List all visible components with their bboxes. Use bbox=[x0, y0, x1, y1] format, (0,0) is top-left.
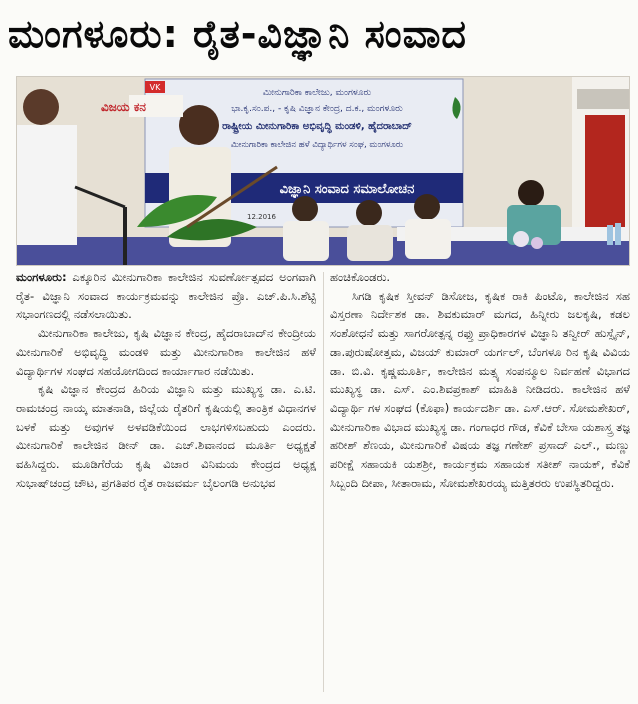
article-paragraph: ಸಿಗಡಿ ಕೃಷಿಕ ಸ್ತೀವನ್ ಡಿಸೋಜ, ಕೃಷಿಕ ರಾಕಿ ಪಿಂಟೊ, ಕಾಲೇಜಿನ ಸಹ ವಿಸ್ತರಣಾ ನಿರ್ದೇಶಕ ಡಾ. ಶಿವಕುಮಾರ್ ಮಗದ, ಹಿನ್ನೀರು ಜಲಕೃಷಿ, ಕಡಲ ಸಂಶೋಧನೆ ಮತ್ತು ಸಾಗರೋತ್ಪನ್ನ ರಫ್ತು ಪ್ರಾಧಿಕಾರಗಳ ವಿಜ್ಞಾನಿ ತನ್ವೀರ್ ಹುಸ್ಸೈನ್, ಡಾ.ಪುರುಷೋತ್ತಮ, ವಿಜಯ್ ಕುಮಾರ್ ಯರ್ಗಲ್, ಬೆಂಗಳೂ ರಿನ ಕೃಷಿ ವಿವಿಯ ಡಾ. ಬಿ.ವಿ. ಕೃಷ್ಣಮೂರ್ತಿ, ಕಾಲೇಜಿನ ಮತ್ಸ್ಯ ಸಂಪನ್ಮೂಲ ನಿರ್ವಹಣೆ ವಿಭಾಗದ ಮುಖ್ಯಸ್ಥ ಡಾ. ಎಸ್. ಎಂ.ಶಿವಪ್ರಕಾಶ್ ಮಾಹಿತಿ ನೀಡಿದರು. ಕಾಲೇಜಿನ ಹಳೆ ವಿದ್ಯಾರ್ಥಿ ಗಳ ಸಂಘದ (ಕೊಫಾ) ಕಾರ್ಯದರ್ಶಿ ಡಾ. ಎಸ್.ಆರ್. ಸೋಮಶೇಖರ್, ಮೀನುಗಾರಿಕಾ ವಿಭಾದ ಮುಖ್ಯಸ್ಥ ಡಾ. ಗಂಗಾಧರ ಗೌಡ, ಕೆವಿಕೆ ಬೇಸಾ ಯಶಾಸ್ತ್ರ ತಜ್ಞ ಹರೀಶ್ ಶೆಣಯ, ಮೀನುಗಾರಿಕೆ ವಿಷಯ ತಜ್ಞ ಗಣೇಶ್ ಪ್ರಸಾದ್ ಎಲ್., ಮಣ್ಣು ಪರೀಕ್ಷೆ ಸಹಾಯಕಿ ಯಶಶ್ರೀ, ಕಾರ್ಯಕ್ರಮ ಸಹಾಯಕ ಸತೀಶ್ ನಾಯಕ್, ಕೆವಿಕೆ ಸಿಬ್ಬಂದಿ ದೀಪಾ, ಸೀತಾರಾಮ, ಸೋಮಶೇಖರಯ್ಯ ಮತ್ತಿತರರು ಉಪಸ್ಥಿತರಿದ್ದರು. bbox=[330, 288, 630, 490]
event-photo bbox=[16, 76, 630, 266]
article-paragraph: ಕೃಷಿ ವಿಜ್ಞಾನ ಕೇಂದ್ರದ ಹಿರಿಯ ವಿಜ್ಞಾನಿ ಮತ್ತು ಮುಖ್ಯಸ್ಥ ಡಾ. ಎ.ಟಿ. ರಾಮಚಂದ್ರ ನಾಯ್ಕ ಮಾತನಾಡಿ, ಜಿಲ್ಲೆಯ ರೈತರಿಗೆ ಕೃಷಿಯಲ್ಲಿ ತಾಂತ್ರಿಕ ವಿಧಾನಗಳ ಬಳಕೆ ಮತ್ತು ಅವುಗಳ ಅಳವಡಿಕೆಯಿಂದ ಲಾಭಗಳಿಸಬಹುದು ಎಂದರು. ಮೀನುಗಾರಿಕೆ ಕಾಲೇಜಿನ ಡೀನ್ ಡಾ. ಎಚ್.ಶಿವಾನಂದ ಮೂರ್ತಿ ಅಧ್ಯಕ್ಷತೆ ವಹಿಸಿದ್ದರು. ಮೂಡಿಗೆರೆಯ ಕೃಷಿ ವಿಚಾರ ವಿನಿಮಯ ಕೇಂದ್ರದ ಅಧ್ಯಕ್ಷ ಸುಭಾಷ್‌ಚಂದ್ರ ಚೌಟ, ಪ್ರಗತಿಪರ ರೈತ ರಾಜವರ್ಮ ಬೈಲಂಗಡಿ ಅನುಭವ bbox=[16, 382, 316, 490]
event-photo-illustration bbox=[17, 77, 629, 265]
banner-date: 12.2016 bbox=[247, 213, 276, 221]
article-column-right bbox=[330, 268, 630, 492]
article-paragraph-text: ಎಕ್ಕೂರಿನ ಮೀನುಗಾರಿಕಾ ಕಾಲೇಜಿನ ಸುವರ್ಣೋತ್ಸವದ ಅಂಗವಾಗಿ ರೈತ- ವಿಜ್ಞಾನಿ ಸಂವಾದ ಕಾರ್ಯಕ್ರಮವನ್ನು ಕಾಲೇಜಿನ ಪ್ರೊ. ಎಚ್.ಪಿ.ಸಿ.ಶೆಟ್ಟಿ ಸಭಾಂಗಣದಲ್ಲಿ ನಡೆಸಲಾಯಿತು. bbox=[16, 270, 316, 322]
headline: ಮಂಗಳೂರು: ರೈತ-ವಿಜ್ಞಾನಿ ಸಂವಾದ bbox=[8, 12, 467, 56]
banner-title: ವಿಜ್ಞಾನಿ ಸಂವಾದ ಸಮಾಲೋಚನ bbox=[279, 182, 415, 197]
column-divider bbox=[323, 272, 324, 692]
article-paragraph: ಹಂಚಿಕೊಂಡರು. bbox=[330, 270, 391, 284]
banner-line-1: ಮೀನುಗಾರಿಕಾ ಕಾಲೇಜು, ಮಂಗಳೂರು bbox=[262, 88, 372, 98]
banner-line-4: ಮೀನುಗಾರಿಕಾ ಕಾಲೇಜಿನ ಹಳೆ ವಿದ್ಯಾರ್ಥಿಗಳ ಸಂಘ, ಮಂಗಳೂರು bbox=[230, 140, 404, 150]
article-paragraph bbox=[16, 268, 316, 324]
dateline: ಮಂಗಳೂರು: bbox=[16, 270, 67, 284]
article-paragraph: ಮೀನುಗಾರಿಕಾ ಕಾಲೇಜು, ಕೃಷಿ ವಿಜ್ಞಾನ ಕೇಂದ್ರ, ಹೈದರಾಬಾದ್‌ನ ಕೇಂದ್ರೀಯ ಮೀನುಗಾರಿಕೆ ಅಭಿವೃದ್ಧಿ ಮಂಡಳಿ ಮತ್ತು ಮೀನುಗಾರಿಕಾ ಕಾಲೇಜಿನ ಹಳೆ ವಿದ್ಯಾರ್ಥಿಗಳ ಸಂಘದ ಸಹಯೋಗದಿಂದ ಕಾರ್ಯಾಗಾರ ನಡೆಯಿತು. bbox=[16, 326, 316, 378]
article-column-left bbox=[16, 268, 316, 492]
logo-text: ವಿಜಯ ಕನ bbox=[101, 100, 146, 114]
banner-line-2: ಭಾ.ಕೃ.ಸಂ.ಪ., - ಕೃಷಿ ವಿಜ್ಞಾನ ಕೇಂದ್ರ, ದ.ಕ., ಮಂಗಳೂರು bbox=[231, 104, 403, 114]
logo-badge: VK bbox=[149, 83, 161, 92]
banner-line-3: ರಾಷ್ಟ್ರೀಯ ಮೀನುಗಾರಿಕಾ ಅಭಿವೃದ್ಧಿ ಮಂಡಳಿ, ಹೈದರಾಬಾದ್ bbox=[222, 121, 412, 132]
